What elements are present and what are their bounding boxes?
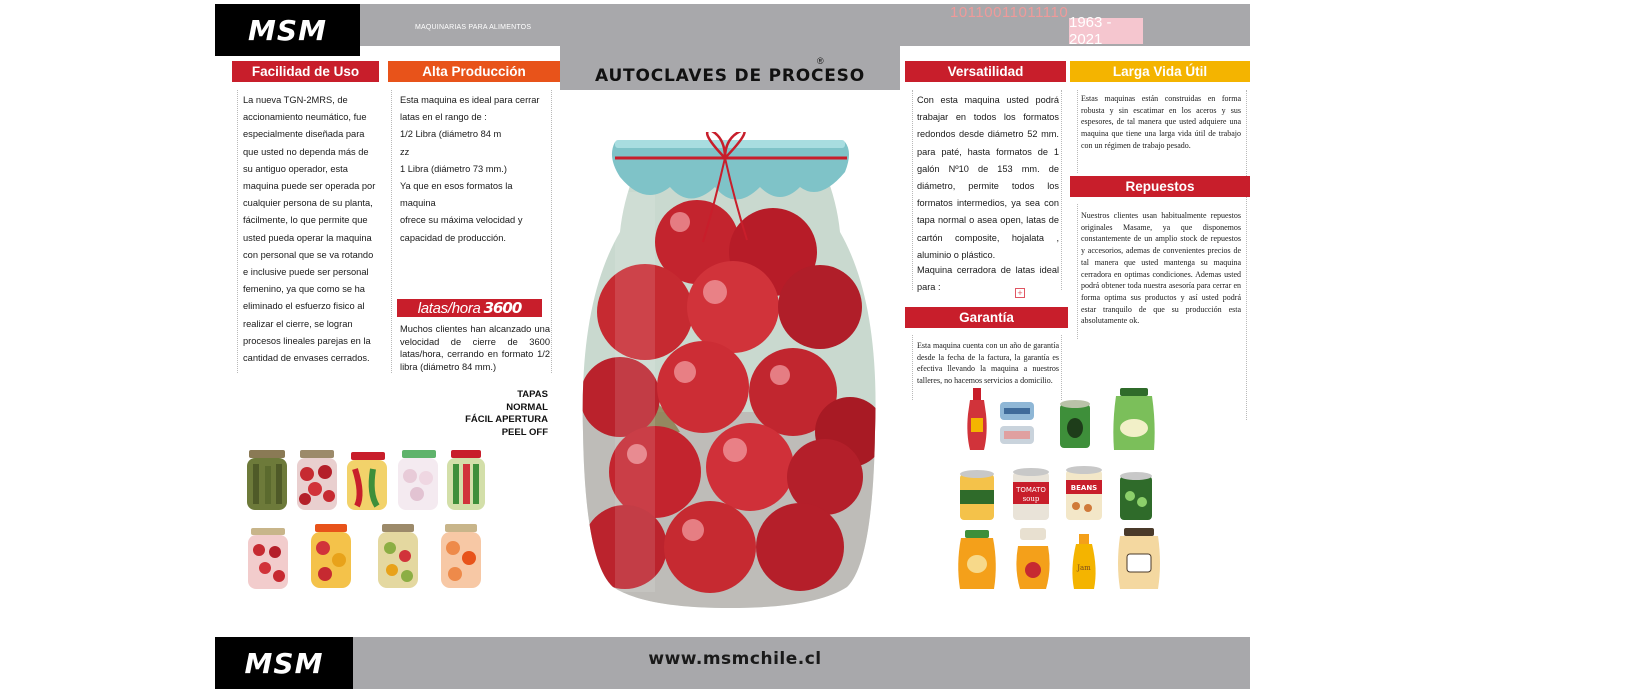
divider [1246, 90, 1247, 420]
jam-label: Jam [1077, 564, 1091, 572]
jar-peaches [441, 524, 481, 588]
speed-banner [397, 299, 542, 317]
speed-unit: latas/hora [417, 299, 481, 317]
brochure-sheet [215, 4, 1250, 689]
repuestos-heading: Repuestos [1070, 176, 1250, 197]
jar-strawberries [248, 528, 288, 589]
peas-can [1120, 472, 1152, 520]
text-line: procesos lineales parejas en la [243, 335, 371, 346]
divider [912, 335, 913, 400]
versatilidad-text: Con esta maquina usted podrá trabajar en todos los formatos redondos desde diámetro 52 mm. para paté, hasta formatos de 1 galón Nº10 de 153 mm. de diámetro, permite todos los formatos intermedios, ya sea con tapa normal o asea open, latas de cartón composite, hojalata , aluminio o plástico. [917, 95, 1059, 260]
divider [912, 90, 913, 290]
speed-note: Muchos clientes han alcanzado una velocidad de cierre de 3600 latas/hora, cerrando en formato 1/2 libra (diámetro 84 mm.) [400, 324, 550, 372]
text-line: 1/2 Libra (diámetro 84 m [400, 129, 502, 140]
text-line: latas en el rango de : [400, 112, 487, 123]
expand-icon[interactable]: + [1015, 288, 1025, 298]
text-line: ofrece su máxima velocidad y [400, 215, 523, 226]
binary-string: 10110011011110 [950, 4, 1069, 21]
logo [215, 4, 360, 56]
text-line: usted pueda operar la maquina [243, 232, 372, 243]
canned-goods-illustration [950, 384, 1190, 594]
repuestos-text: Nuestros clientes usan habitualmente repuestos originales Masame, ya que disponemos constantemente de un amplio stock de repuestos y accesorios, ademas de convenientes precios de tal manera que usted mantenga su maquina cerradora en optimas condiciones. Ademas usted podrá obtener toda nuestra asesoría para cerrar en forma optima sus productos y así usted podrá estar tranquilo de que su producción esta absolutamente ok. [1081, 211, 1241, 326]
versatilidad-heading: Versatilidad [905, 61, 1066, 82]
speed-value: 3600 [483, 299, 522, 317]
jar-olives [378, 524, 418, 588]
tapas-item: NORMAL [506, 401, 548, 413]
text-line: su antiguo operador, esta [243, 163, 348, 174]
can-label-beans: BEANS [1070, 484, 1098, 492]
divider [1077, 90, 1078, 173]
olive-can [1060, 400, 1090, 448]
facilidad-text [243, 92, 388, 367]
text-line: accionamiento neumático, fue [243, 112, 367, 123]
text-line: La nueva TGN-2MRS, de [243, 95, 348, 105]
tomato-soup-can [1013, 468, 1049, 520]
facilidad-heading: Facilidad de Uso [232, 61, 379, 82]
alta-heading: Alta Producción [388, 61, 560, 82]
cucumber-jar [1113, 388, 1154, 450]
tagline: MAQUINARIAS PARA ALIMENTOS [415, 24, 532, 31]
text-line: maquina puede ser operada por [243, 181, 376, 192]
jar-cherry-tomatoes [297, 450, 337, 510]
jar-peppers [347, 452, 387, 510]
tapas-item: FÁCIL APERTURA [465, 414, 548, 425]
tapas-item: PEEL OFF [501, 426, 548, 438]
hot-sauce-bottle [967, 388, 986, 450]
jar-pickles [247, 450, 287, 510]
larga-text: Estas maquinas están construidas en forma robusta y sin escatimar en los aceros y sus espesores, de tal manera que usted adquiere una maquina que tiene una larga vida útil de trabajo con un régimen de trabajo pesado. [1081, 94, 1241, 150]
tomato-jar-small [1016, 528, 1049, 589]
corn-can [960, 470, 994, 520]
divider [237, 90, 238, 373]
garantia-text: Esta maquina cuenta con un año de garantía desde la fecha de la factura, la garantía es efectiva llevando la maquina a nuestros talleres, no hacemos servicios a domicilio. [917, 341, 1059, 386]
text-line: 1 Libra (diámetro 73 mm.) [400, 163, 507, 174]
text-line: Esta maquina es ideal para cerrar [400, 95, 540, 105]
text-line: zz [400, 146, 410, 157]
text-line: cantidad de envases cerrados. [243, 353, 370, 364]
sauce-jar [1118, 528, 1160, 589]
can-label-tomato: TOMATO [1016, 486, 1046, 494]
footer-logo-text: MSM [244, 646, 324, 680]
text-line: especialmente diseñada para [243, 129, 365, 140]
divider [391, 90, 392, 373]
text-line: femenino, ya que como se ha [243, 284, 365, 295]
divider [1077, 204, 1078, 339]
tomato-jar-illustration [575, 132, 885, 610]
logo-text: MSM [248, 13, 327, 47]
orange-jar [958, 530, 996, 589]
text-line: realizar el cierre, se logran [243, 318, 353, 329]
text-line: cualquier persona de su planta, [243, 198, 373, 209]
text-line: eliminado el esfuerzo fisico al [243, 301, 365, 312]
text-line: que usted no dependa más de [243, 146, 369, 157]
text-line: Ya que en esos formatos la maquina [400, 181, 513, 209]
alta-text [400, 92, 550, 247]
text-line: con personal que se va rotando [243, 249, 374, 260]
tapas-item: TAPAS [517, 389, 548, 400]
pickle-jars-illustration [245, 444, 485, 594]
text-line: capacidad de producción. [400, 232, 506, 243]
text-line: e inclusive puede ser personal [243, 267, 369, 278]
fish-can [1000, 402, 1034, 444]
registered-mark: ® [817, 56, 824, 66]
divider [551, 90, 552, 373]
jar-yellow-peppers [311, 524, 351, 588]
versatilidad-text-2: Maquina cerradora de latas ideal para : [917, 265, 1059, 293]
divider [1061, 90, 1062, 290]
jar-mixed [447, 450, 485, 510]
website-link[interactable]: www.msmchile.cl [648, 649, 822, 669]
jar-onions [398, 450, 438, 510]
can-label-soup: soup [1022, 495, 1040, 503]
larga-heading: Larga Vida Útil [1070, 61, 1250, 82]
jam-bottle [1072, 534, 1095, 589]
footer-logo [215, 637, 353, 689]
years-badge: 1963 - 2021 [1069, 18, 1143, 44]
beans-can [1066, 466, 1102, 520]
garantia-heading: Garantía [905, 307, 1068, 328]
page-title: AUTOCLAVES DE PROCESO [595, 66, 865, 86]
tapas-list [460, 389, 548, 439]
text-line: fácilmente, lo que permite que [243, 215, 368, 226]
